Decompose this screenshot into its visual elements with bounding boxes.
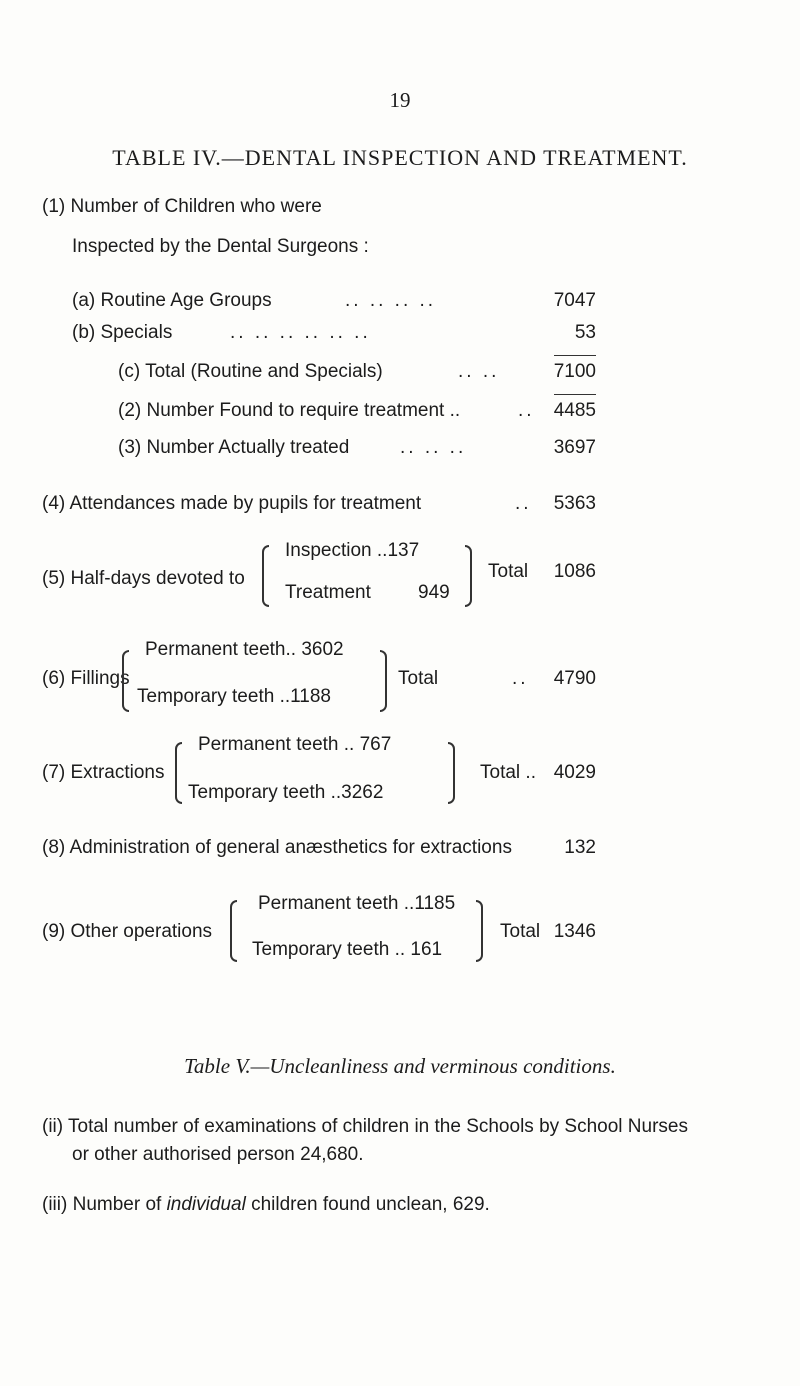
- subtotal-rule: [554, 355, 596, 356]
- s8-value: 132: [564, 837, 596, 858]
- s7-right-brace: [448, 742, 455, 804]
- s2-value: 4485: [553, 400, 596, 421]
- s6-left-brace: [122, 650, 129, 712]
- s3-label: (3) Number Actually treated: [118, 437, 350, 458]
- s6-label: (6) Fillings: [42, 668, 130, 689]
- s6-line2: Temporary teeth ..1188: [137, 686, 331, 707]
- s7-left-brace: [175, 742, 182, 804]
- item-iii-emphasis: individual: [166, 1194, 246, 1215]
- s6-total-value: 4790: [553, 668, 596, 689]
- s1-a-label: (a) Routine Age Groups: [72, 290, 272, 311]
- s2-label: (2) Number Found to require treatment ..: [118, 400, 461, 421]
- s5-left-brace: [262, 545, 269, 607]
- s6-line1: Permanent teeth.. 3602: [145, 639, 344, 660]
- table-v-caption: Table V.—Uncleanliness and verminous conditions.: [184, 1054, 616, 1078]
- s1-label: (1) Number of Children who were: [42, 196, 322, 217]
- item-iii-prefix: (iii) Number of: [42, 1194, 167, 1215]
- table-iv-title: TABLE IV.—DENTAL INSPECTION AND TREATMENT.: [112, 145, 688, 170]
- s4-value: 5363: [553, 493, 596, 514]
- s6-dots: ..: [512, 668, 529, 689]
- s5-total-value: 1086: [553, 561, 596, 582]
- s1-b-label: (b) Specials: [72, 322, 173, 343]
- table-v-item-ii: [42, 1113, 742, 1169]
- s2-dots: ..: [518, 400, 535, 421]
- item-ii-line1: (ii) Total number of examinations of children in the Schools by School Nurses: [42, 1116, 688, 1137]
- s5-line2-label: Treatment: [285, 582, 371, 603]
- s5-line2-value: 949: [418, 582, 450, 603]
- s5-total-label: Total: [488, 561, 529, 582]
- table-v-item-iii: [42, 1194, 490, 1216]
- s1-c-label: (c) Total (Routine and Specials): [118, 361, 383, 382]
- s9-right-brace: [476, 900, 483, 962]
- s1-a-value: 7047: [553, 290, 596, 311]
- s7-total-value: 4029: [553, 762, 596, 783]
- s1-c-dots: .. ..: [458, 361, 500, 382]
- s7-total-label: Total ..: [480, 762, 536, 783]
- s9-line1: Permanent teeth ..1185: [258, 893, 456, 914]
- item-iii-suffix: children found unclean, 629.: [245, 1194, 490, 1215]
- s3-dots: .. .. ..: [400, 437, 467, 458]
- s1-sub: Inspected by the Dental Surgeons :: [72, 236, 369, 257]
- total-rule: [554, 394, 596, 395]
- s7-line2: Temporary teeth ..3262: [188, 782, 384, 803]
- s9-line2: Temporary teeth .. 161: [252, 939, 443, 960]
- s9-left-brace: [230, 900, 237, 962]
- s4-dots: ..: [515, 493, 532, 514]
- page-number: 19: [389, 88, 411, 112]
- s5-line1: Inspection ..137: [285, 540, 420, 561]
- s8-label: (8) Administration of general anæsthetics for extractions: [42, 837, 512, 858]
- s6-right-brace: [380, 650, 387, 712]
- s7-label: (7) Extractions: [42, 762, 165, 783]
- s5-label: (5) Half-days devoted to: [42, 568, 245, 589]
- s1-b-dots: .. .. .. .. .. ..: [230, 322, 371, 343]
- s1-a-dots: .. .. .. ..: [345, 290, 437, 311]
- s9-total-label: Total: [500, 921, 541, 942]
- s4-label: (4) Attendances made by pupils for treatment: [42, 493, 422, 514]
- s1-b-value: 53: [574, 322, 596, 343]
- s3-value: 3697: [553, 437, 596, 458]
- s5-right-brace: [465, 545, 472, 607]
- s6-total-label: Total: [398, 668, 439, 689]
- s9-label: (9) Other operations: [42, 921, 213, 942]
- s7-line1: Permanent teeth .. 767: [198, 734, 392, 755]
- s1-c-value: 7100: [553, 361, 596, 382]
- s9-total-value: 1346: [553, 921, 596, 942]
- item-ii-line2: or other authorised person 24,680.: [72, 1144, 364, 1165]
